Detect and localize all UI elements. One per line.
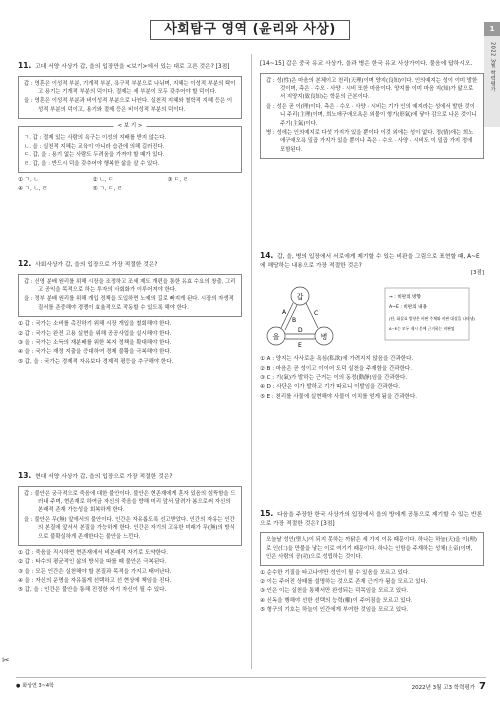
option[interactable]: ④ 신독을 행해야 선한 선택의 능력(權)이 주어짐을 모르고 있다. bbox=[260, 597, 413, 604]
legend-line: A~E : 비판의 내용 bbox=[389, 305, 428, 311]
question-13-options bbox=[18, 549, 242, 596]
question-13-stem bbox=[18, 470, 242, 482]
question-14-15-shared bbox=[260, 60, 484, 159]
choice[interactable]: ① ㄱ, ㄴ bbox=[18, 176, 39, 183]
question-14-points: [3점] bbox=[470, 270, 484, 277]
question-13-number: 13. bbox=[18, 471, 32, 480]
question-12-text: 사회사상가 갑, 을의 입장으로 가장 적절한 것은? bbox=[35, 262, 158, 268]
edge-label: B bbox=[292, 317, 297, 325]
question-14-options bbox=[260, 355, 484, 402]
question-13 bbox=[18, 470, 242, 596]
passage-line: 을 : 정부 분배 원리를 위해 개입 정책을 도입하면 노예의 길로 빠지게 된다. 시장의 자생적 질서를 존중해야 경쟁이 효율적으로 작동할 수 있도록 해야 한다. bbox=[24, 296, 234, 311]
scissors-icon: ✂ bbox=[2, 656, 10, 666]
passage-line: 을 : 불안은 무(無) 앞에서의 불안이다. 인간은 자유롭도록 선고받았다. 인간의 자유는 인간의 본질에 앞서서 본질을 가능하게 한다. 인간은 자기의 고유한 미래가 무(無)의 방식으로 불확실하게 존재한다는 불안을 느낀다. bbox=[24, 516, 235, 540]
publisher-logo-icon: ● bbox=[16, 683, 21, 689]
option[interactable]: ② 갑 : 타수의 평균적인 삶의 방식을 따를 때 불안은 극복된다. bbox=[18, 559, 167, 566]
passage-line: 병 : 성에는 인의예지로 다섯 가지가 있을 뿐이다 이것 외에는 성이 없다. 정(情)에는 희노애구애오욕 일곱 가지가 있을 뿐이나 측은 · 수오 · 사양 · 시비도 이 일곱 가지 정에 포함된다. bbox=[266, 129, 474, 153]
edge-label: D bbox=[298, 327, 303, 335]
option[interactable]: ④ 을 : 국가는 재정 지출을 증대하여 경제 불황을 극복해야 한다. bbox=[18, 349, 172, 356]
page-number: 7 bbox=[479, 681, 486, 692]
question-11-number: 11. bbox=[18, 61, 32, 70]
passage-line: 갑 : 신영 분배 원리를 위해 시장을 조정하고 조세 제도 개편을 통한 유효 수요의 창출, 그리고 공익을 목적으로 하는 투자의 사회화가 이루어져야 한다. bbox=[24, 278, 236, 294]
option[interactable]: ⑤ 갑, 을 : 인간은 불안을 통해 진정한 자기 자신이 될 수 있다. bbox=[18, 587, 167, 594]
bogi-label: < 보 기 > bbox=[113, 122, 146, 131]
column-divider bbox=[251, 54, 252, 669]
side-tab bbox=[484, 22, 500, 127]
question-11-bogi bbox=[18, 123, 242, 173]
option[interactable]: ④ 을 : 자신의 운명을 자유롭게 선택하고 선 현상에 책임을 진다. bbox=[18, 577, 172, 584]
option[interactable]: ③ 을 : 모든 인간은 실천해야 할 본질과 목적을 가지고 태어난다. bbox=[18, 568, 172, 575]
question-14-diagram bbox=[260, 282, 484, 352]
option[interactable]: ② 이는 주어진 상태를 설명하는 것으로 존재 근거가 됨을 모르고 있다. bbox=[260, 578, 428, 585]
footer-line bbox=[16, 677, 486, 678]
footer-left bbox=[16, 683, 54, 690]
question-15-number: 15. bbox=[260, 509, 274, 518]
question-11 bbox=[18, 60, 242, 194]
node-gap: 갑 bbox=[296, 293, 304, 302]
edge-label: C bbox=[314, 310, 319, 318]
option[interactable]: ③ 인은 이는 실천을 통해서만 완성되는 덕목임을 모르고 있다. bbox=[260, 588, 409, 595]
bogi-item: ㄴ. 을 : 실천적 지혜는 교육이 아니라 습관에 의해 길러진다. bbox=[24, 143, 165, 150]
question-14-stem bbox=[260, 250, 484, 270]
node-byeong: 병 bbox=[320, 333, 328, 342]
bogi-item: ㄹ. 갑, 을 : 반드시 덕을 갖추어야 행복한 삶을 살 수 있다. bbox=[24, 161, 160, 168]
question-12 bbox=[18, 258, 242, 367]
legend-line: → : 비판의 방향 bbox=[389, 295, 421, 301]
choice[interactable]: ⑤ ㄱ, ㄷ, ㄹ bbox=[92, 186, 123, 193]
option[interactable]: ③ C : 기(氣)가 발하는 근거는 이의 동정(動靜)임을 간과한다. bbox=[260, 375, 408, 382]
option[interactable]: ① 순수한 기질을 타고나야만 성인이 될 수 있음을 모르고 있다. bbox=[260, 569, 410, 576]
choice[interactable]: ② ㄴ, ㄷ bbox=[92, 176, 114, 183]
question-14-text: 갑, 을, 병의 입장에서 서로에게 제기할 수 있는 비판을 그림으로 표현할 때, A~E에 해당하는 내용으로 가장 적절한 것은? bbox=[260, 254, 480, 269]
shared-passage bbox=[260, 73, 484, 159]
footer-exam-text: 2022년 3월 고3 학력평가 bbox=[411, 685, 476, 691]
question-12-passage bbox=[18, 274, 242, 318]
option[interactable]: ① 갑 : 죽음을 직시하면 현존재에서 비본래적 자기로 도약한다. bbox=[18, 549, 169, 556]
question-11-stem bbox=[18, 60, 242, 72]
question-11-passage bbox=[18, 76, 242, 120]
question-15-passage: 오늘날 성인(聖人)이 되지 못하는 까닭은 세 가지 이유 때문이다. 하나는 하늘(天)을 이(理)로 인(仁)을 만물을 낳는 이로 여기기 때문이다. 하나는 인함을 주재하는 성체(上帝)이며, 인은 사람의 공(功)으로 성립하는 것이다. bbox=[260, 532, 484, 565]
side-tab-text: 2022 3월 학력평가 bbox=[489, 42, 496, 93]
question-12-number: 12. bbox=[18, 259, 32, 268]
legend-line: (단, 화살표 방향은 비판 주체와 비판 대상을 나타냄) bbox=[389, 316, 475, 322]
option[interactable]: ⑤ 형구의 기호는 하늘이 인간에게 부여한 것임을 모르고 있다. bbox=[260, 606, 409, 613]
option[interactable]: ① 갑 : 국가는 소비를 촉진하기 위해 시장 개입을 철회해야 한다. bbox=[18, 321, 172, 328]
choice[interactable]: ④ ㄱ, ㄴ, ㄹ bbox=[18, 186, 48, 193]
option[interactable]: ② 갑 : 국가는 완전 고용 실현을 위해 공공사업을 실시해야 한다. bbox=[18, 330, 172, 337]
footer-right bbox=[412, 680, 486, 695]
edge-label: A bbox=[282, 309, 287, 317]
question-13-text: 현대 서양 사상가 갑, 을의 입장으로 가장 적절한 것은? bbox=[35, 474, 173, 480]
intro-14-15: [14~15] 갑은 중국 유교 사상가, 을과 병은 한국 유교 사상가이다. 물음에 답하시오. bbox=[260, 61, 473, 67]
bogi-item: ㄱ. 갑 : 절제 있는 사람의 욕구는 이성의 지배를 받지 않는다. bbox=[24, 135, 167, 142]
question-15-text: 다음을 주장한 한국 사상가의 입장에서 을의 방에게 공통으로 제기할 수 있는 반론으로 가장 적절한 것은? [3점] bbox=[260, 512, 483, 527]
question-15-options bbox=[260, 569, 484, 616]
triangle-diagram bbox=[260, 282, 484, 354]
option[interactable]: ① A : 양지는 사사로운 욕심(私欲)에 가려지지 않음을 간과한다. bbox=[260, 356, 414, 363]
question-14 bbox=[260, 250, 484, 402]
question-14-number: 14. bbox=[260, 251, 274, 260]
bogi-item: ㄷ. 갑, 을 : 용기 없는 사람도 두려움을 가져야 할 때가 있다. bbox=[24, 152, 165, 159]
page-title: 사회탐구 영역 (윤리와 사상) bbox=[150, 20, 350, 40]
option[interactable]: ③ 을 : 국가는 소득의 재분배를 위한 복지 정책을 확대해야 한다. bbox=[18, 339, 172, 346]
legend-line: A~E는 모두 제시 문에 근거하는 비판임 bbox=[389, 326, 455, 332]
question-12-options bbox=[18, 320, 242, 367]
node-eul: 을 bbox=[272, 333, 280, 342]
passage-line: 을 : 성은 곧 이(理)이다. 측은 · 수오 · 사양 · 시비는 기가 인의 예지라는 성에서 발한 것이니 주리(主理)이며, 희노애구애오욕은 외물이 형기(形氣)에 닿아 감으로 나온 것이니 주기(主氣)이다. bbox=[266, 103, 477, 127]
question-12-stem bbox=[18, 258, 242, 270]
choice[interactable]: ③ ㄷ, ㄹ bbox=[167, 176, 189, 183]
footer-left-text: 화상연 3~4학 bbox=[22, 683, 54, 689]
edge-label: E bbox=[298, 342, 302, 350]
question-11-choices bbox=[18, 176, 242, 195]
passage-line: 갑 : 불안은 궁극적으로 죽음에 대한 불안이다. 불안은 현존재에게 혼자 있음의 섬뜩함을 드러내 주며, 현존재로 하여금 자신의 죽음을 향해 미리 앞서 달려가 봄으로써 자신의 본래적 존재 가능성을 회복하게 한다. bbox=[24, 490, 236, 514]
option[interactable]: ⑤ E : 천리를 사물에 실현해야 사물이 이치를 얻게 됨을 간과한다. bbox=[260, 393, 418, 400]
side-tab-number: 1 bbox=[484, 22, 500, 36]
passage-line: 갑 : 영혼은 이성적 부분, 기개적 부분, 욕구적 부분으로 나뉘며, 지혜는 이성적 부분의 탁이고 용기는 기개적 부분의 덕이다. 절제는 세 부분이 모두 갖추어야 할 덕이다. bbox=[24, 80, 236, 96]
option[interactable]: ② B : 마음은 곧 성이고 이이어 도덕 실천을 주재함을 간과한다. bbox=[260, 365, 412, 372]
passage-line: 갑 : 성(性)은 마음의 본체이고 천리(天理)이며 양지(良知)이다. 인의예지는 성이 이미 발한 것이며, 측은 · 수오 · 사양 · 시비 또한 마음이다. 양지를 이미 마음 지(知)가 앎으로서 지양지(致良知)는 학문의 근본이다. bbox=[266, 77, 478, 101]
question-15-stem bbox=[260, 508, 484, 528]
question-11-text: 고대 서양 사상가 갑, 을의 입장만을 <보기>에서 있는 대로 고른 것은? [3점] bbox=[35, 64, 230, 70]
question-15 bbox=[260, 508, 484, 615]
option[interactable]: ④ D : 사단은 이가 발하고 기가 따르니 이발임을 간과한다. bbox=[260, 384, 401, 391]
passage-line: 을 : 영혼은 이성적 부분과 비이성적 부분으로 나뉜다. 실천적 지혜와 철학적 지혜 등은 이성적 부분의 덕이고, 용기와 절제 등은 비이성적 부분의 덕이다. bbox=[24, 98, 233, 113]
option[interactable]: ⑤ 갑, 을 : 국가는 경제적 자유보다 경제적 평등을 추구해야 한다. bbox=[18, 358, 174, 365]
question-13-passage bbox=[18, 486, 242, 546]
